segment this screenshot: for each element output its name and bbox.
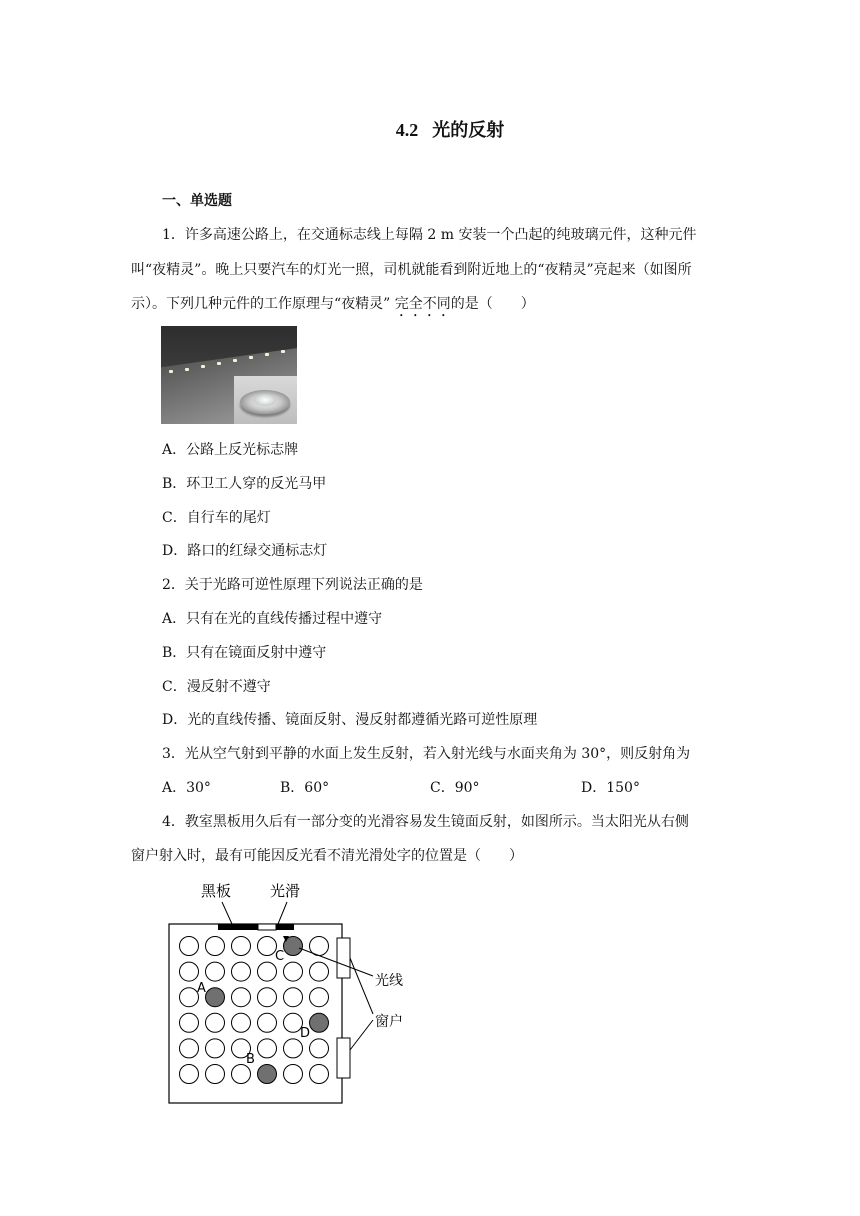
seat [180, 937, 199, 956]
q4-line-1: 4．教室黑板用久后有一部分变的光滑容易发生镜面反射，如图所示。当太阳光从右侧 [162, 814, 689, 830]
seat [206, 1013, 225, 1032]
q1-option-d: D．路口的红绿交通标志灯 [162, 543, 328, 559]
reflector-light [217, 362, 221, 365]
smooth-leader-line [278, 902, 287, 924]
q1-line-3 [131, 294, 535, 320]
seat-a [206, 988, 225, 1007]
seat [180, 1039, 199, 1058]
seat-d [310, 1013, 329, 1032]
window-label: 窗户 [375, 1014, 403, 1030]
window-leader-line-lower [350, 1020, 373, 1050]
title-number: 4.2 [395, 120, 419, 140]
seat-label-c: C [275, 949, 285, 964]
q4-line-2: 窗户射入时，最有可能因反光看不清光滑处字的位置是（ ） [131, 848, 523, 864]
seat [310, 1065, 329, 1084]
seat [258, 1013, 277, 1032]
seat [206, 962, 225, 981]
q1-line-1: 1．许多高速公路上，在交通标志线上每隔 2 m 安装一个凸起的纯玻璃元件，这种元件 [162, 227, 697, 243]
window-lower [337, 1038, 350, 1078]
q3-stem: 3．光从空气射到平静的水面上发生反射，若入射光线与水面夹角为 30°，则反射角为 [162, 746, 691, 762]
seat [310, 1039, 329, 1058]
seat [180, 988, 199, 1007]
q1-emphasis: 完全不同 [394, 296, 451, 312]
q3-option-c: C．90° [430, 780, 480, 796]
section-heading: 一、单选题 [162, 193, 232, 209]
seat-label-d: D [300, 1026, 311, 1041]
seat [284, 962, 303, 981]
seat [310, 962, 329, 981]
night-road-photo [161, 326, 297, 424]
q3-option-b: B．60° [280, 780, 330, 796]
reflector-light [249, 356, 253, 359]
blackboard-left [218, 924, 258, 930]
seat [232, 937, 251, 956]
q2-option-b: B．只有在镜面反射中遵守 [162, 645, 327, 661]
seat [310, 988, 329, 1007]
q2-option-a: A．只有在光的直线传播过程中遵守 [162, 611, 383, 627]
seat [232, 988, 251, 1007]
q1-option-c: C．自行车的尾灯 [162, 510, 271, 526]
smooth-area [258, 924, 276, 930]
q1-line-2: 叫“夜精灵”。晚上只要汽车的灯光一照，司机就能看到附近地上的“夜精灵”亮起来（如图所 [131, 262, 692, 278]
window-upper [337, 938, 350, 978]
q1-option-a: A．公路上反光标志牌 [162, 442, 299, 458]
seat [258, 962, 277, 981]
blackboard-leader-line [222, 902, 232, 924]
classroom-diagram [160, 874, 420, 1110]
seat-b [258, 1065, 277, 1084]
reflector-core [254, 394, 276, 406]
ray-label: 光线 [375, 973, 403, 989]
q2-stem: 2．关于光路可逆性原理下列说法正确的是 [162, 577, 423, 593]
seat [258, 1039, 277, 1058]
classroom-svg [160, 874, 420, 1110]
q1-line-3-post: 的是（ ） [450, 296, 535, 312]
seat [206, 1039, 225, 1058]
reflector-light [201, 365, 205, 368]
seat [206, 937, 225, 956]
seat-label-b: B [246, 1052, 255, 1067]
glass-reflector-inset [234, 376, 297, 424]
seat [284, 1039, 303, 1058]
seat [180, 962, 199, 981]
q2-option-c: C．漫反射不遵守 [162, 679, 271, 695]
reflector-light [265, 353, 269, 356]
seat [180, 1013, 199, 1032]
seat-label-a: A [197, 981, 206, 996]
seat [232, 1013, 251, 1032]
seat [284, 1065, 303, 1084]
seat [258, 988, 277, 1007]
seat [180, 1065, 199, 1084]
title-text: 光的反射 [432, 120, 505, 141]
blackboard-right [276, 924, 294, 930]
q3-option-d: D．150° [581, 780, 640, 796]
reflector-light [169, 370, 173, 373]
q3-option-a: A．30° [162, 780, 211, 796]
q1-line-3-pre: 示）。下列几种元件的工作原理与“夜精灵” [131, 296, 395, 312]
seat [284, 988, 303, 1007]
q2-option-d: D．光的直线传播、镜面反射、漫反射都遵循光路可逆性原理 [162, 712, 538, 728]
blackboard-label: 黑板 [201, 882, 232, 900]
seat [232, 1065, 251, 1084]
reflector-light [281, 350, 285, 353]
seat [232, 962, 251, 981]
window-leader-line-upper [350, 958, 373, 1014]
reflector-light [233, 359, 237, 362]
seat [206, 1065, 225, 1084]
smooth-label: 光滑 [270, 882, 301, 900]
reflector-light [185, 368, 189, 371]
q1-option-b: B．环卫工人穿的反光马甲 [162, 476, 327, 492]
seat [258, 937, 277, 956]
page-title [0, 116, 860, 142]
